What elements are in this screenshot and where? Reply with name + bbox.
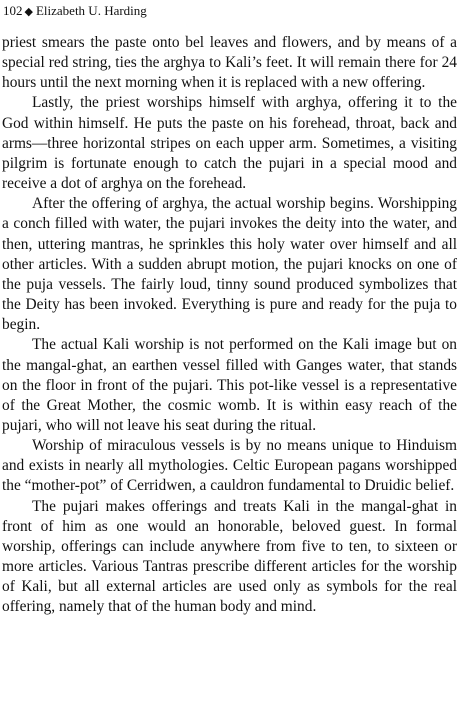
body-text: [2, 33, 457, 618]
paragraph-1: priest smears the paste onto bel leaves and flowers, and by means of a special red string, ties the arghya to Kali’s feet. It will remain there for 24 hours until the next morning when it is replaced with a new offering.: [2, 34, 457, 92]
paragraph-4: The actual Kali worship is not performed on the Kali image but on the mangal-ghat, an earthen vessel filled with Ganges water, that stands on the floor in front of the pujari. This pot-like vessel is a representative of the Great Mother, the cosmic womb. It is within easy reach of the pujari, who will not leave his seat during the ritual.: [2, 336, 457, 434]
author-name: Elizabeth U. Harding: [35, 3, 147, 18]
paragraph-5: Worship of miraculous vessels is by no means unique to Hinduism and exists in nearly all mythologies. Celtic European pagans worshipped the “mother-pot” of Cerridwen, a cauldron fundamental to Druidic belief.: [2, 437, 457, 495]
paragraph-3: After the offering of arghya, the actual worship begins. Worshipping a conch filled with water, the pujari invokes the deity into the water, and then, uttering mantras, he sprinkles this holy water over himself and all other articles. With a sudden abrupt motion, the pujari knocks on one of the puja vessels. The fairly loud, tinny sound produced symbolizes that the Deity has been invoked. Everything is pure and ready for the puja to begin.: [2, 195, 457, 334]
diamond-separator-icon: ◆: [24, 6, 33, 18]
page-number: 102: [3, 3, 23, 18]
paragraph-6: The pujari makes offerings and treats Kali in the mangal-ghat in front of him as one would an honorable, beloved guest. In formal worship, offerings can include anywhere from five to ten, to sixteen or more articles. Various Tantras prescribe different articles for the worship of Kali, but all external articles are used only as symbols for the real offering, namely that of the human body and mind.: [2, 497, 457, 616]
running-head: [3, 2, 147, 20]
paragraph-2: Lastly, the priest worships himself with arghya, offering it to the God within himself. He puts the paste on his forehead, throat, back and arms—three horizontal stripes on each upper arm. Sometimes, a visiting pilgrim is fortunate enough to catch the pujari in a special mood and receive a dot of arghya on the forehead.: [2, 94, 457, 193]
